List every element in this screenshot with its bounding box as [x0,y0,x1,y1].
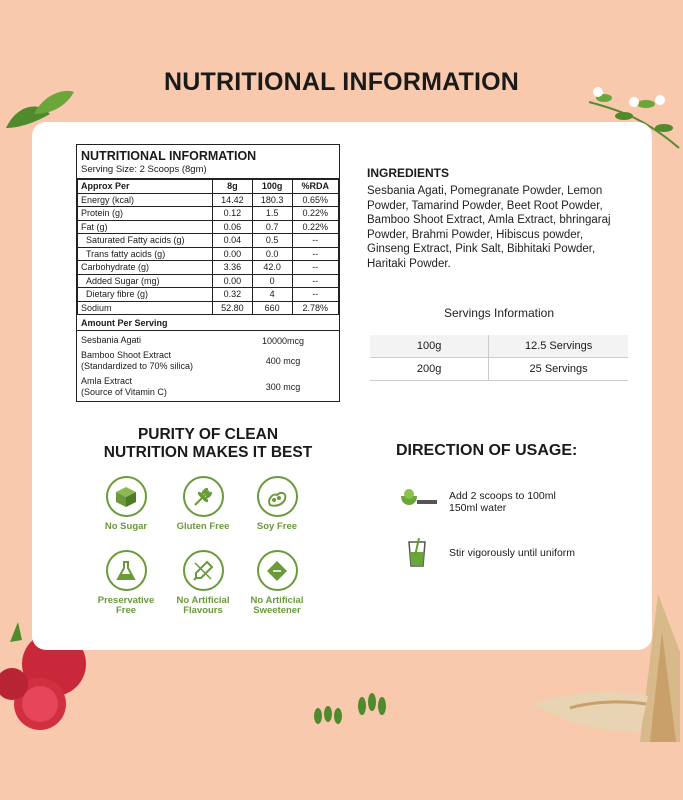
sugar-cube-icon [106,476,147,517]
value-8g: 14.42 [213,193,253,207]
value-100g: 0.0 [252,247,292,261]
nutrient-name: Saturated Fatty acids (g) [78,234,213,248]
badge-no-artificial-flavours [163,550,243,616]
value-100g: 4 [252,288,292,302]
value-8g: 0.00 [213,247,253,261]
value-100g: 180.3 [252,193,292,207]
servings-qty: 100g [370,335,489,358]
serving-size: Serving Size: 2 Scoops (8gm) [77,163,339,179]
direction-text: Stir vigorously until uniform [449,546,576,559]
direction-step [399,488,556,516]
purity-heading-line1: PURITY OF CLEAN [137,426,279,443]
value-rda: 2.78% [292,301,339,315]
amount-value: 10000mcg [261,335,305,346]
soybean-icon [257,476,298,517]
value-8g: 0.12 [213,207,253,221]
value-100g: 660 [252,301,292,315]
nutrition-facts-table [76,144,340,402]
scoop-icon [399,488,439,516]
badge-no-artificial-sweetener [237,550,317,616]
leaf-sprig-illustration [306,686,392,728]
amount-name: Sesbania Agati [81,335,142,345]
nutrition-row [78,301,339,315]
value-rda: -- [292,274,339,288]
nutrient-name: Sodium [78,301,213,315]
value-100g: 0.5 [252,234,292,248]
servings-qty: 200g [370,358,489,381]
amount-value: 300 mcg [265,382,301,392]
amount-row [77,347,339,373]
servings-count: 12.5 Servings [489,335,628,358]
ingredients-heading: INGREDIENTS [367,166,450,180]
nutrient-name: Dietary fibre (g) [78,288,213,302]
nutrient-name: Added Sugar (mg) [78,274,213,288]
amount-row [77,331,339,347]
value-100g: 0.7 [252,220,292,234]
sweetener-packet-icon [257,550,298,591]
amount-per-serving [77,315,339,401]
badge-preservative-free [86,550,166,616]
value-100g: 1.5 [252,207,292,221]
servings-heading: Servings Information [443,306,555,320]
direction-step [399,538,575,568]
servings-row [370,335,628,358]
value-rda: -- [292,288,339,302]
ingredients-text: Sesbania Agati, Pomegranate Powder, Lemon Powder, Tamarind Powder, Beet Root Powder, Bamboo Shoot Extract, Amla Extract, bhringaraj Powder, Brahmi Powder, Hibiscus powder, Ginseng Extract, Pink Salt, Bibhitaki Powder, Haritaki Powder. [367,185,611,270]
nutrition-row [78,207,339,221]
nutrient-name: Carbohydrate (g) [78,261,213,275]
nutrition-row [78,274,339,288]
nutrition-row [78,261,339,275]
info-card [32,122,652,650]
amount-value: 400 mcg [265,356,301,366]
badge-soy-free [237,476,317,532]
badge-label: No Artificial Sweetener [250,595,304,616]
flask-icon [106,550,147,591]
servings-section [370,306,628,381]
value-8g: 0.04 [213,234,253,248]
glass-icon [399,538,439,568]
nutrition-header-row [78,180,339,194]
value-8g: 0.00 [213,274,253,288]
direction-text: Add 2 scoops to 100ml 150ml water [449,489,556,514]
nutrition-row [78,220,339,234]
value-rda: -- [292,234,339,248]
wheat-icon [183,476,224,517]
amount-heading: Amount Per Serving [77,315,339,331]
badge-label: Soy Free [256,521,298,532]
value-8g: 52.80 [213,301,253,315]
badge-gluten-free [163,476,243,532]
nutrient-name: Trans fatty acids (g) [78,247,213,261]
nutrition-table-title: NUTRITIONAL INFORMATION [81,149,257,163]
nutrient-name: Protein (g) [78,207,213,221]
servings-count: 25 Servings [489,358,628,381]
amount-note: (Source of Vitamin C) [81,387,167,397]
purity-heading-line2: NUTRITION MAKES IT BEST [103,444,313,461]
servings-row [370,358,628,381]
value-100g: 0 [252,274,292,288]
value-8g: 0.06 [213,220,253,234]
badge-label: Gluten Free [176,521,230,532]
column-header: 8g [213,180,253,194]
badge-label: No Sugar [104,521,148,532]
value-rda: 0.22% [292,220,339,234]
amount-name: Bamboo Shoot Extract [81,350,172,360]
directions-heading: DIRECTION OF USAGE: [396,442,578,459]
value-rda: -- [292,261,339,275]
nutrition-row [78,234,339,248]
nutrient-name: Energy (kcal) [78,193,213,207]
value-100g: 42.0 [252,261,292,275]
badge-label: Preservative Free [97,595,155,616]
amount-row [77,373,339,401]
value-rda: 0.22% [292,207,339,221]
value-8g: 0.32 [213,288,253,302]
purity-heading [98,426,318,462]
nutrition-row [78,193,339,207]
badge-no-sugar [86,476,166,532]
value-8g: 3.36 [213,261,253,275]
badge-label: No Artificial Flavours [176,595,230,616]
servings-table [370,335,628,381]
nutrition-row [78,247,339,261]
amount-note: (Standardized to 70% silica) [81,361,194,371]
nutrition-row [78,288,339,302]
column-header: 100g [252,180,292,194]
column-header: Approx Per [78,180,213,194]
column-header: %RDA [292,180,339,194]
ingredients-section [367,166,627,272]
value-rda: -- [292,247,339,261]
dropper-icon [183,550,224,591]
amount-name: Amla Extract [81,376,133,386]
page-title: NUTRITIONAL INFORMATION [163,68,520,96]
value-rda: 0.65% [292,193,339,207]
nutrient-name: Fat (g) [78,220,213,234]
